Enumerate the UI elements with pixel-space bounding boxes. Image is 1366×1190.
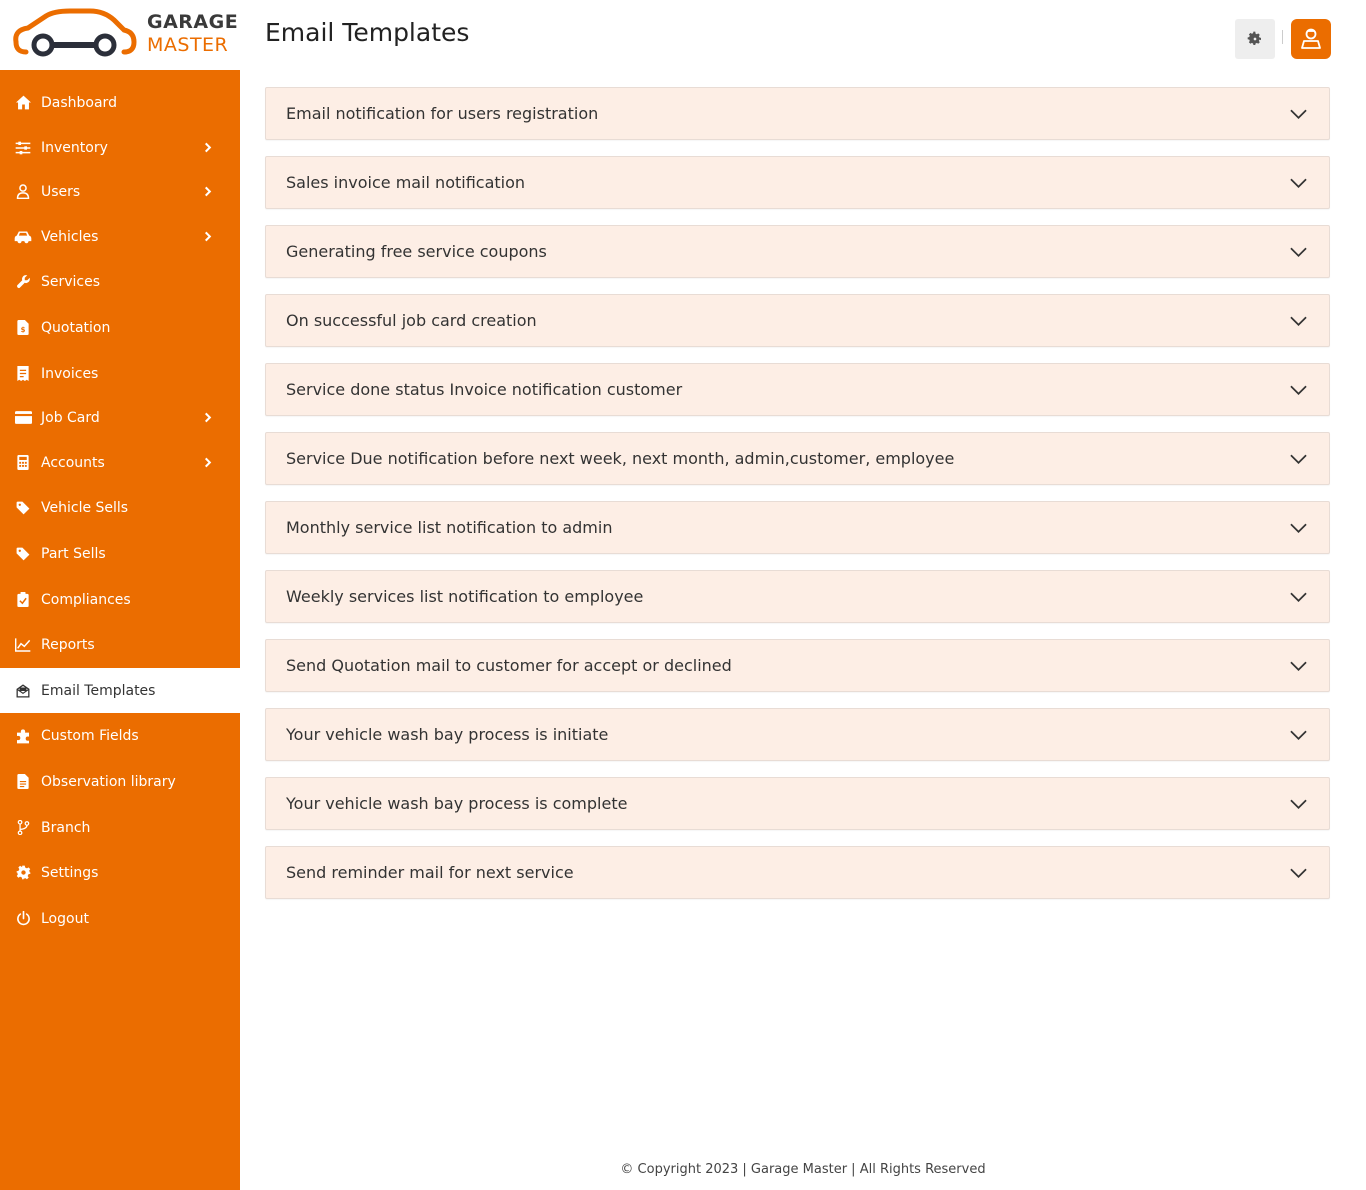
sidebar-item-label: Email Templates <box>41 682 156 699</box>
sidebar-item-vehicle-sells[interactable] <box>0 485 240 530</box>
sidebar-item-label: Job Card <box>41 409 100 426</box>
email-template-accordion-item[interactable] <box>265 777 1330 830</box>
sidebar-item-compliances[interactable] <box>0 577 240 622</box>
chevron-down-icon[interactable] <box>1289 312 1307 330</box>
sidebar <box>0 0 240 1190</box>
card-icon <box>14 409 32 427</box>
email-template-title: On successful job card creation <box>286 311 537 330</box>
sidebar-item-label: Invoices <box>41 365 99 382</box>
sidebar-item-part-sells[interactable] <box>0 531 240 576</box>
sidebar-item-label: Logout <box>41 910 89 927</box>
chevron-down-icon[interactable] <box>1289 450 1307 468</box>
chevron-down-icon[interactable] <box>1289 519 1307 537</box>
sidebar-item-label: Services <box>41 273 101 290</box>
email-template-title: Send Quotation mail to customer for accept or declined <box>286 656 732 675</box>
email-template-accordion-item[interactable] <box>265 501 1330 554</box>
chevron-down-icon[interactable] <box>1289 657 1307 675</box>
sidebar-item-label: Dashboard <box>41 94 117 111</box>
email-template-accordion-item[interactable] <box>265 87 1330 140</box>
chevron-down-icon[interactable] <box>1289 174 1307 192</box>
sidebar-item-users[interactable] <box>0 169 240 214</box>
sidebar-item-label: Custom Fields <box>41 727 139 744</box>
clipboard-check-icon <box>14 591 32 609</box>
email-template-accordion-item[interactable] <box>265 363 1330 416</box>
chevron-right-icon <box>202 186 214 198</box>
sidebar-item-label: Accounts <box>41 454 105 471</box>
sidebar-item-label: Observation library <box>41 773 176 790</box>
puzzle-icon <box>14 727 32 745</box>
footer-copyright: © Copyright 2023 | Garage Master | All Rights Reserved <box>620 1162 986 1177</box>
home-icon <box>14 94 32 112</box>
sidebar-item-custom-fields[interactable] <box>0 713 240 758</box>
chevron-down-icon[interactable] <box>1289 381 1307 399</box>
chevron-right-icon <box>202 231 214 243</box>
power-icon <box>14 910 32 928</box>
chevron-down-icon[interactable] <box>1289 243 1307 261</box>
sidebar-item-label: Quotation <box>41 319 111 336</box>
sidebar-item-logout[interactable] <box>0 896 240 941</box>
chevron-right-icon <box>202 142 214 154</box>
email-template-accordion-item[interactable] <box>265 639 1330 692</box>
sidebar-item-branch[interactable] <box>0 805 240 850</box>
email-template-title: Your vehicle wash bay process is complete <box>286 794 628 813</box>
chevron-down-icon[interactable] <box>1289 105 1307 123</box>
email-template-accordion-item[interactable] <box>265 846 1330 899</box>
brand-line1: GARAGE <box>147 11 239 33</box>
email-template-title: Your vehicle wash bay process is initiate <box>286 725 609 744</box>
sliders-icon <box>14 139 32 157</box>
tag-icon <box>14 499 32 517</box>
email-template-title: Service done status Invoice notification customer <box>286 380 683 399</box>
email-template-title: Send reminder mail for next service <box>286 863 574 882</box>
svg-text:$: $ <box>20 325 26 334</box>
email-template-title: Email notification for users registration <box>286 104 599 123</box>
chevron-down-icon[interactable] <box>1289 726 1307 744</box>
sidebar-item-inventory[interactable] <box>0 125 240 170</box>
mail-template-icon <box>14 682 32 700</box>
sidebar-item-label: Inventory <box>41 139 108 156</box>
branch-icon <box>14 819 32 837</box>
chevron-down-icon[interactable] <box>1289 864 1307 882</box>
car-icon <box>14 228 32 246</box>
sidebar-item-vehicles[interactable] <box>0 214 240 259</box>
sidebar-item-email-templates[interactable] <box>0 668 240 713</box>
sidebar-item-label: Reports <box>41 636 95 653</box>
sidebar-item-job-card[interactable] <box>0 395 240 440</box>
sidebar-item-label: Part Sells <box>41 545 106 562</box>
calculator-icon <box>14 454 32 472</box>
sidebar-item-label: Settings <box>41 864 99 881</box>
sidebar-item-reports[interactable] <box>0 622 240 667</box>
tag-icon <box>14 545 32 563</box>
sidebar-item-label: Users <box>41 183 81 200</box>
document-icon <box>14 773 32 791</box>
header-separator <box>1282 30 1283 44</box>
car-wrench-logo-icon <box>10 8 138 60</box>
sidebar-item-label: Compliances <box>41 591 131 608</box>
user-avatar-icon <box>1299 27 1323 51</box>
profile-button[interactable] <box>1291 19 1331 59</box>
email-template-accordion-item[interactable] <box>265 432 1330 485</box>
email-template-title: Weekly services list notification to employee <box>286 587 644 606</box>
email-template-accordion-item[interactable] <box>265 225 1330 278</box>
email-template-accordion-item[interactable] <box>265 156 1330 209</box>
sidebar-item-label: Branch <box>41 819 91 836</box>
sidebar-item-invoices[interactable] <box>0 351 240 396</box>
brand-line2: MASTER <box>147 34 229 56</box>
line-chart-icon <box>14 636 32 654</box>
email-template-title: Sales invoice mail notification <box>286 173 526 192</box>
gear-icon <box>1247 31 1263 47</box>
sidebar-item-label: Vehicle Sells <box>41 499 129 516</box>
sidebar-item-services[interactable] <box>0 259 240 304</box>
chevron-down-icon[interactable] <box>1289 588 1307 606</box>
sidebar-item-observation-library[interactable] <box>0 759 240 804</box>
email-template-accordion-item[interactable] <box>265 708 1330 761</box>
file-dollar-icon <box>14 319 32 337</box>
chevron-right-icon <box>202 457 214 469</box>
sidebar-item-label: Vehicles <box>41 228 99 245</box>
wrench-icon <box>14 273 32 291</box>
page-title: Email Templates <box>265 18 470 47</box>
sidebar-item-quotation[interactable] <box>0 305 240 350</box>
settings-button[interactable] <box>1235 19 1275 59</box>
receipt-icon <box>14 365 32 383</box>
sidebar-item-accounts[interactable] <box>0 440 240 485</box>
user-icon <box>14 183 32 201</box>
chevron-down-icon[interactable] <box>1289 795 1307 813</box>
sidebar-item-settings[interactable] <box>0 850 240 895</box>
email-template-title: Monthly service list notification to admin <box>286 518 613 537</box>
brand-logo[interactable] <box>0 0 240 70</box>
email-template-accordion-item[interactable] <box>265 294 1330 347</box>
email-template-title: Service Due notification before next week, next month, admin,customer, employee <box>286 449 955 468</box>
email-template-title: Generating free service coupons <box>286 242 547 261</box>
gear-icon <box>14 864 32 882</box>
email-template-accordion-item[interactable] <box>265 570 1330 623</box>
chevron-right-icon <box>202 412 214 424</box>
sidebar-item-dashboard[interactable] <box>0 80 240 125</box>
